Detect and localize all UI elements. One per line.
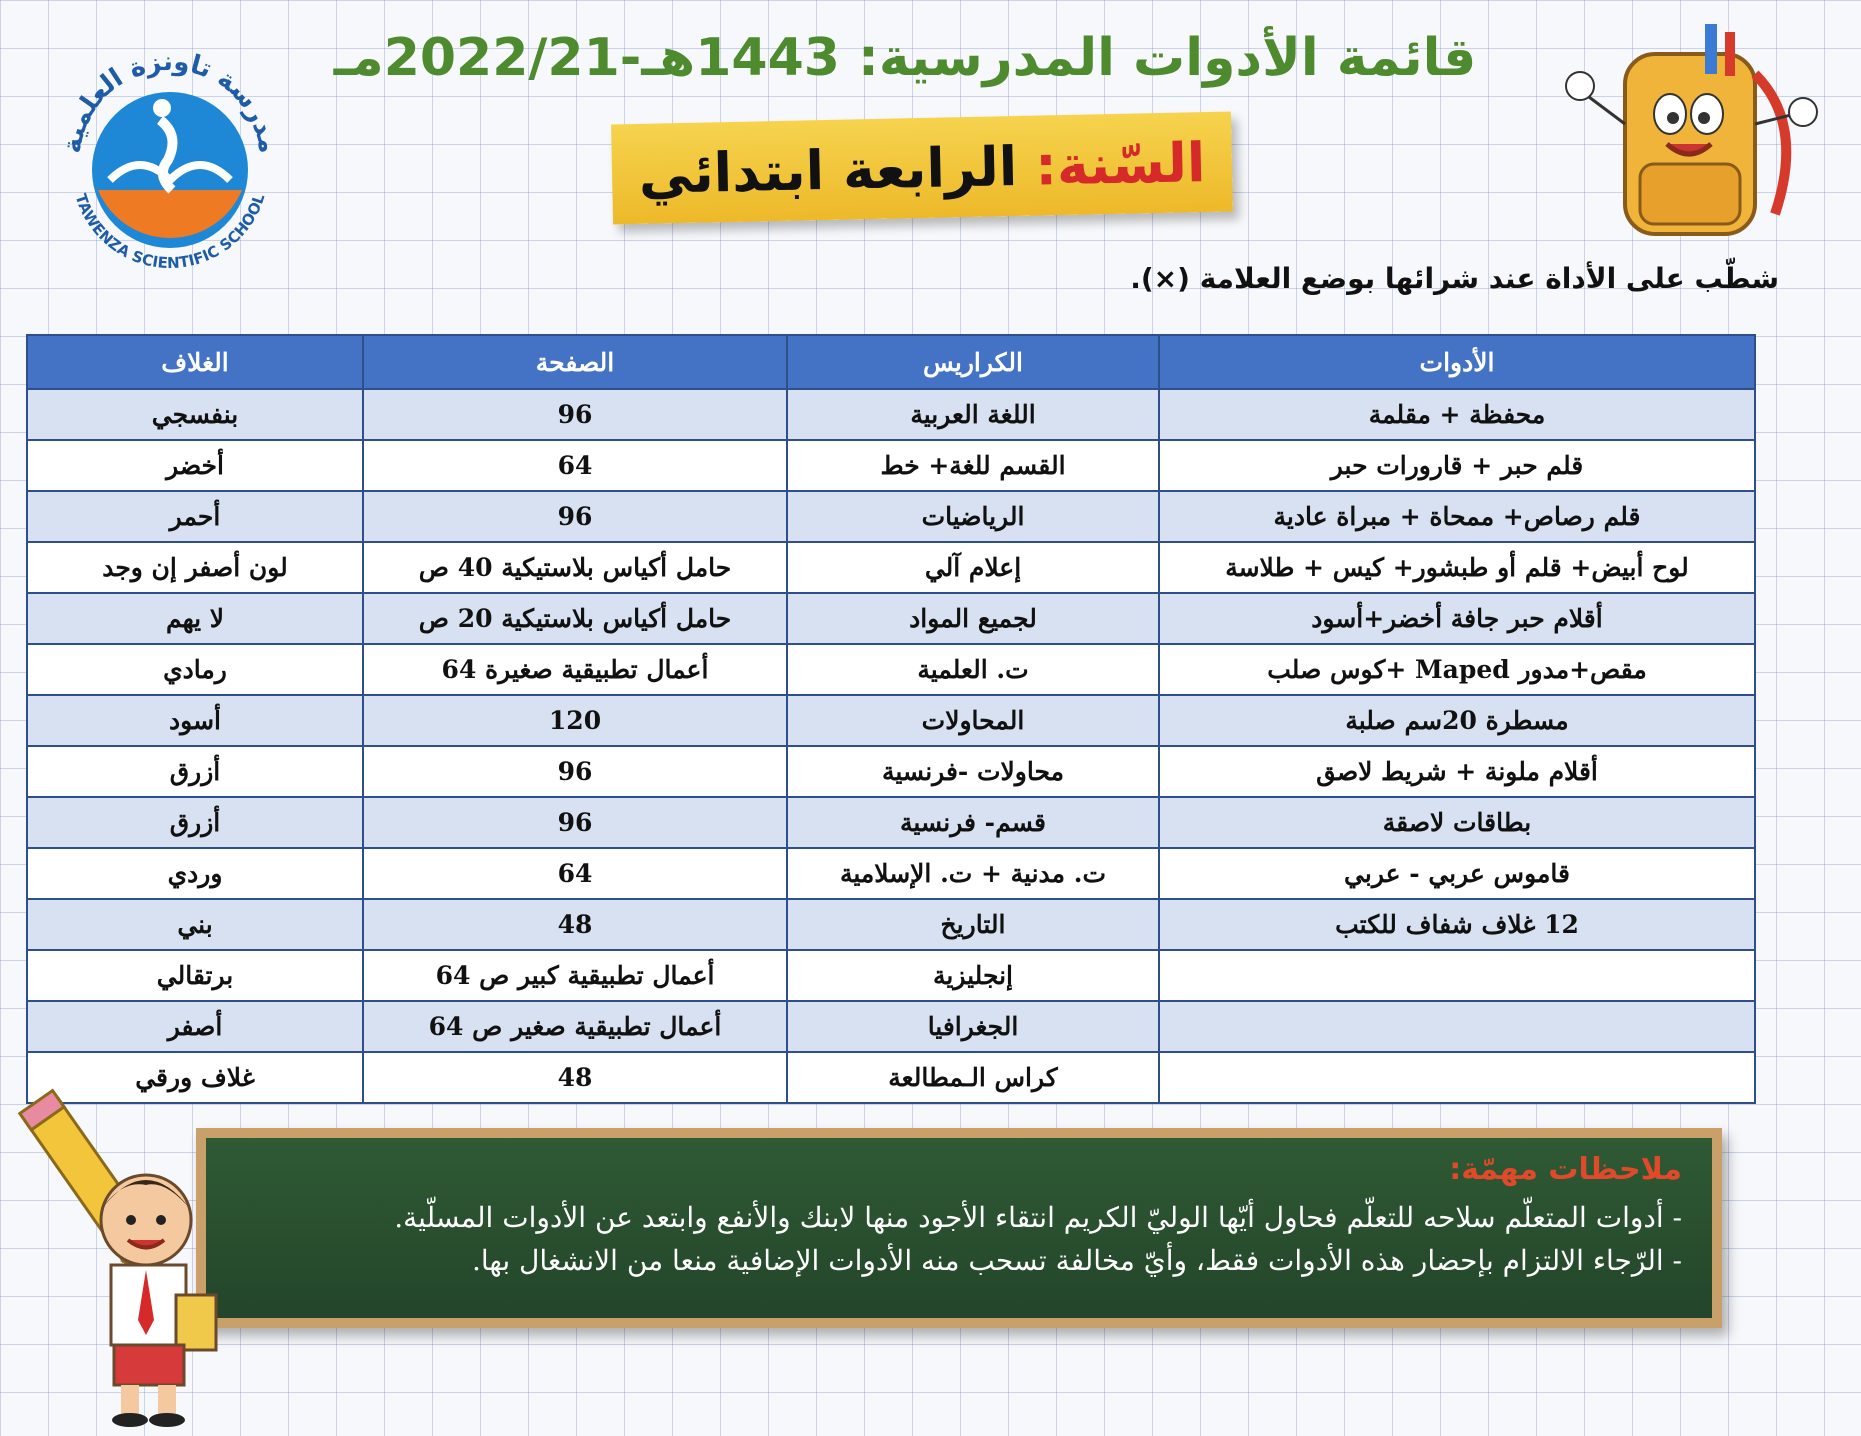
cell-cover: بنفسجي xyxy=(27,389,363,440)
cell-tool: أقلام ملونة + شريط لاصق xyxy=(1159,746,1755,797)
notes-board xyxy=(196,1128,1722,1328)
table-row xyxy=(27,848,1755,899)
cell-cover: لون أصفر إن وجد xyxy=(27,542,363,593)
cell-tool: قلم رصاص+ ممحاة + مبراة عادية xyxy=(1159,491,1755,542)
cell-cover: أخضر xyxy=(27,440,363,491)
cell-cover: بني xyxy=(27,899,363,950)
table-row xyxy=(27,491,1755,542)
cell-pages: 64 xyxy=(363,440,787,491)
cell-pages: 48 xyxy=(363,899,787,950)
note-line: - الرّجاء الالتزام بإحضار هذه الأدوات فقط، وأيّ مخالفة تسحب منه الأدوات الإضافية منعا من الانشغال بها. xyxy=(471,1244,1682,1277)
cell-tool: قلم حبر + قارورات حبر xyxy=(1159,440,1755,491)
cell-cover: برتقالي xyxy=(27,950,363,1001)
cell-tool: بطاقات لاصقة xyxy=(1159,797,1755,848)
grade-banner xyxy=(611,112,1233,225)
cell-notebook: قسم- فرنسية xyxy=(787,797,1159,848)
cell-cover: وردي xyxy=(27,848,363,899)
cell-pages: 96 xyxy=(363,491,787,542)
cell-notebook: إعلام آلي xyxy=(787,542,1159,593)
cell-tool: 12 غلاف شفاف للكتب xyxy=(1159,899,1755,950)
table-header-row xyxy=(27,335,1755,389)
boy-with-pencil-icon xyxy=(6,1080,246,1430)
table-row xyxy=(27,899,1755,950)
logo-arabic-text: مدرسة تاونزة العلمية xyxy=(57,46,283,156)
cell-cover: رمادي xyxy=(27,644,363,695)
cell-notebook: التاريخ xyxy=(787,899,1159,950)
cell-notebook: كراس الـمطالعة xyxy=(787,1052,1159,1103)
table-row xyxy=(27,542,1755,593)
table-row xyxy=(27,695,1755,746)
grade-label: السّنة: xyxy=(1034,130,1206,198)
instruction-text: شطّب على الأداة عند شرائها بوضع العلامة (×). xyxy=(1130,262,1779,295)
cell-cover: لا يهم xyxy=(27,593,363,644)
cell-cover: غلاف ورقي xyxy=(27,1052,363,1103)
note-line: - أدوات المتعلّم سلاحه للتعلّم فحاول أيّها الوليّ الكريم انتقاء الأجود منها لابنك والأنفع وابتعد عن الأدوات المسلّية. xyxy=(394,1201,1682,1234)
header-pages: الصفحة xyxy=(363,335,787,389)
cell-tool: مقص+مدور Maped +كوس صلب xyxy=(1159,644,1755,695)
cell-tool xyxy=(1159,1052,1755,1103)
cell-tool xyxy=(1159,950,1755,1001)
cell-notebook: الجغرافيا xyxy=(787,1001,1159,1052)
cell-cover: أحمر xyxy=(27,491,363,542)
cell-pages: 64 xyxy=(363,848,787,899)
header-cover: الغلاف xyxy=(27,335,363,389)
cell-notebook: الرياضيات xyxy=(787,491,1159,542)
cell-pages: أعمال تطبيقية صغيرة 64 xyxy=(363,644,787,695)
header-tools: الأدوات xyxy=(1159,335,1755,389)
cell-tool: أقلام حبر جافة أخضر+أسود xyxy=(1159,593,1755,644)
cell-pages: 120 xyxy=(363,695,787,746)
table-row xyxy=(27,950,1755,1001)
notes-title: ملاحظات مهمّة: xyxy=(1449,1152,1682,1187)
cell-notebook: المحاولات xyxy=(787,695,1159,746)
header-notebooks: الكراريس xyxy=(787,335,1159,389)
cell-notebook: القسم للغة+ خط xyxy=(787,440,1159,491)
cell-tool: قاموس عربي - عربي xyxy=(1159,848,1755,899)
school-logo xyxy=(50,40,290,280)
cell-notebook: ت. العلمية xyxy=(787,644,1159,695)
supplies-table xyxy=(26,334,1756,1104)
cell-tool: لوح أبيض+ قلم أو طبشور+ كيس + طلاسة xyxy=(1159,542,1755,593)
cell-cover: أصفر xyxy=(27,1001,363,1052)
cell-cover: أسود xyxy=(27,695,363,746)
logo-english-text: TAWENZA SCIENTIFIC SCHOOL xyxy=(71,191,269,273)
cell-notebook: إنجليزية xyxy=(787,950,1159,1001)
table-row xyxy=(27,1001,1755,1052)
table-row xyxy=(27,1052,1755,1103)
table-row xyxy=(27,797,1755,848)
table-row xyxy=(27,440,1755,491)
table-row xyxy=(27,389,1755,440)
cell-tool xyxy=(1159,1001,1755,1052)
page-title: قائمة الأدوات المدرسية: 1443هـ-2022/21مـ xyxy=(333,28,1477,88)
table-row xyxy=(27,593,1755,644)
cell-tool: مسطرة 20سم صلبة xyxy=(1159,695,1755,746)
cell-notebook: محاولات -فرنسية xyxy=(787,746,1159,797)
cell-tool: محفظة + مقلمة xyxy=(1159,389,1755,440)
cell-pages: 48 xyxy=(363,1052,787,1103)
cell-cover: أزرق xyxy=(27,746,363,797)
cell-pages: 96 xyxy=(363,389,787,440)
cell-notebook: لجميع المواد xyxy=(787,593,1159,644)
chalkboard xyxy=(206,1138,1712,1318)
cell-pages: 96 xyxy=(363,746,787,797)
table-row xyxy=(27,644,1755,695)
cell-pages: حامل أكياس بلاستيكية 20 ص xyxy=(363,593,787,644)
cell-pages: 96 xyxy=(363,797,787,848)
cell-pages: أعمال تطبيقية صغير ص 64 xyxy=(363,1001,787,1052)
cell-pages: حامل أكياس بلاستيكية 40 ص xyxy=(363,542,787,593)
table-row xyxy=(27,746,1755,797)
grade-value: الرابعة ابتدائي xyxy=(638,134,1018,206)
cell-pages: أعمال تطبيقية كبير ص 64 xyxy=(363,950,787,1001)
backpack-mascot-icon xyxy=(1555,14,1825,244)
cell-cover: أزرق xyxy=(27,797,363,848)
cell-notebook: ت. مدنية + ت. الإسلامية xyxy=(787,848,1159,899)
cell-notebook: اللغة العربية xyxy=(787,389,1159,440)
